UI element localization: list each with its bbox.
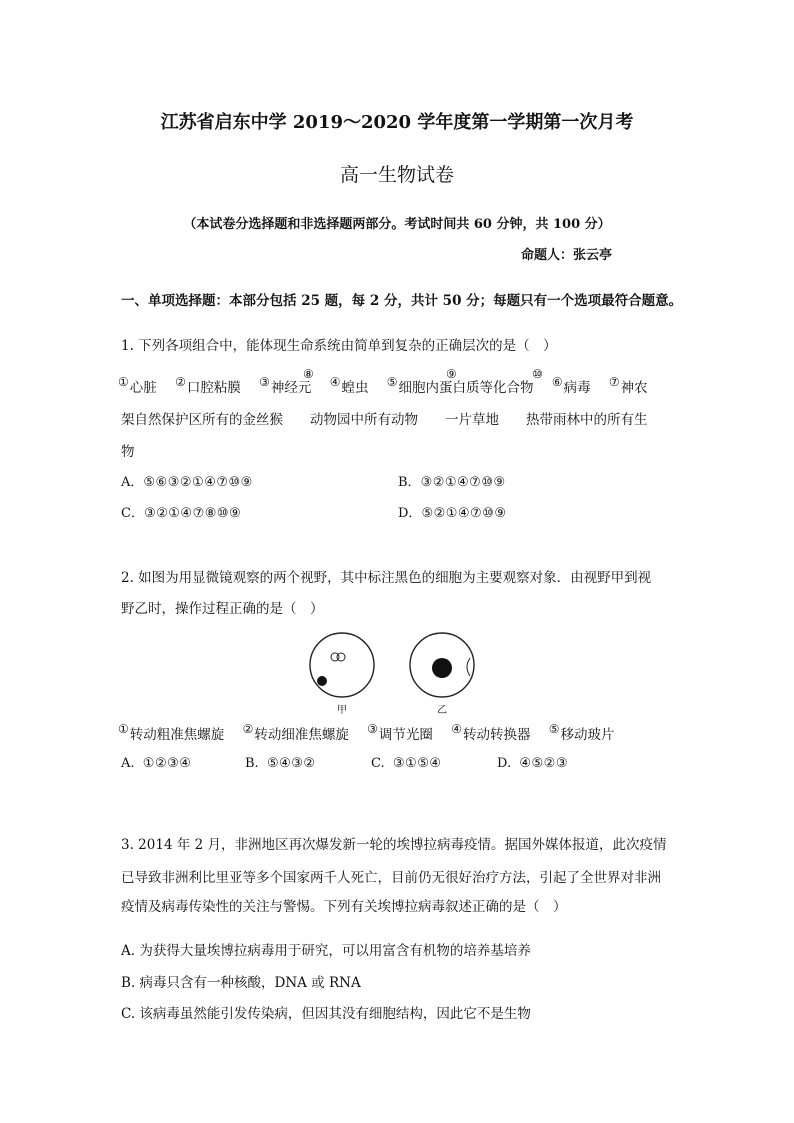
q2-option-b[interactable]: B. ⑤④③② bbox=[245, 756, 316, 771]
q2-stem-line2: 野乙时，操作过程正确的是（ ） bbox=[121, 601, 324, 617]
q1-option-a[interactable]: A．⑤⑥③②①④⑦⑩⑨ bbox=[121, 475, 253, 490]
exam-title: 江苏省启东中学 2019～2020 学年度第一学期第一次月考 bbox=[160, 112, 634, 133]
fig-label-a: 甲 bbox=[337, 705, 347, 716]
q1-mark-8: ⑧ bbox=[303, 367, 314, 381]
section-heading: 一、单项选择题：本部分包括 25 题，每 2 分，共计 50 分；每题只有一个选项最符合题意。 bbox=[121, 293, 683, 309]
q1-items-line2: 架自然保护区所有的金丝猴 动物园中所有动物 一片草地 热带雨林中的所有生 bbox=[121, 412, 648, 428]
q1-option-b[interactable]: B．③②①④⑦⑩⑨ bbox=[398, 475, 506, 490]
fig-label-b: 乙 bbox=[437, 705, 447, 716]
q3-option-c[interactable]: C. 该病毒虽然能引发传染病，但因其没有细胞结构，因此它不是生物 bbox=[121, 1006, 531, 1022]
q1-item-4: ④蝗虫 bbox=[329, 375, 369, 396]
q3-option-a[interactable]: A. 为获得大量埃博拉病毒用于研究，可以用富含有机物的培养基培养 bbox=[121, 943, 531, 959]
q1-item-5: ⑤细胞内蛋白质等化合物 bbox=[386, 375, 534, 396]
field-a-circle bbox=[310, 633, 374, 697]
q1-mark-10: ⑩ bbox=[532, 367, 543, 381]
field-a-cell-2 bbox=[337, 653, 345, 661]
q2-item-4: ④转动转换器 bbox=[451, 722, 531, 743]
q3-stem-line2: 已导致非洲利比里亚等多个国家两千人死亡，目前仍无很好治疗方法，引起了全世界对非洲 bbox=[121, 870, 661, 886]
field-b-edge-cell bbox=[467, 658, 470, 676]
q3-option-b[interactable]: B. 病毒只含有一种核酸，DNA 或 RNA bbox=[121, 975, 361, 991]
q2-option-d[interactable]: D. ④⑤②③ bbox=[497, 756, 568, 771]
q2-stem-line1: 2. 如图为用显微镜观察的两个视野，其中标注黑色的细胞为主要观察对象．由视野甲到视 bbox=[121, 570, 652, 586]
exam-subtitle: 高一生物试卷 bbox=[339, 164, 454, 186]
field-a-target-cell bbox=[317, 676, 327, 686]
q1-items-line3: 物 bbox=[121, 444, 135, 460]
q1-stem: 1. 下列各项组合中，能体现生命系统由简单到复杂的正确层次的是（ ） bbox=[121, 338, 557, 354]
microscope-figure bbox=[300, 630, 480, 710]
q1-option-d[interactable]: D．⑤②①④⑦⑩⑨ bbox=[398, 506, 507, 521]
q3-stem-line3: 疫情及病毒传染性的关注与警惕。下列有关埃博拉病毒叙述正确的是（ ） bbox=[121, 899, 567, 915]
q2-items bbox=[118, 723, 615, 743]
q2-item-3: ③调节光圈 bbox=[367, 722, 433, 743]
q1-item-7: ⑦神农 bbox=[608, 375, 648, 396]
q1-item-3: ③神经元 bbox=[259, 375, 312, 396]
q2-item-2: ②转动细准焦螺旋 bbox=[242, 722, 349, 743]
q1-item-6: ⑥病毒 bbox=[551, 375, 591, 396]
exam-author: 命题人：张云亭 bbox=[520, 248, 612, 263]
q3-stem-line1: 3. 2014 年 2 月，非洲地区再次爆发新一轮的埃博拉病毒疫情。据国外媒体报道，此次疫情 bbox=[121, 837, 667, 853]
q2-option-c[interactable]: C. ③①⑤④ bbox=[371, 756, 442, 771]
q2-item-1: ①转动粗准焦螺旋 bbox=[118, 722, 225, 743]
field-b-target-cell bbox=[432, 658, 452, 678]
q1-items-line1 bbox=[118, 376, 648, 396]
q1-option-c[interactable]: C．③②①④⑦⑧⑩⑨ bbox=[121, 506, 242, 521]
q2-item-5: ⑤移动玻片 bbox=[548, 722, 615, 743]
q1-item-2: ②口腔粘膜 bbox=[175, 375, 241, 396]
exam-note: （本试卷分选择题和非选择题两部分。考试时间共 60 分钟，共 100 分） bbox=[183, 217, 611, 232]
q1-mark-9: ⑨ bbox=[446, 367, 457, 381]
q1-item-1: ①心脏 bbox=[118, 375, 157, 396]
q2-option-a[interactable]: A. ①②③④ bbox=[121, 756, 192, 771]
